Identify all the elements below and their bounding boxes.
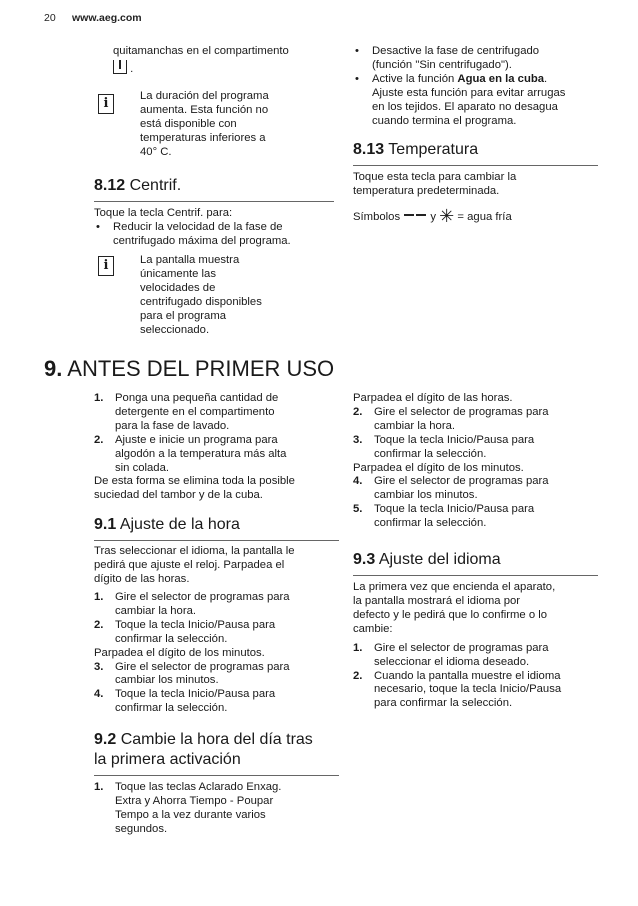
right-top-column: • Desactive la fase de centrifugado (función "Sin centrifugado"). • Active la función Agua en la cuba. Ajuste esta función para evitar arrugas en los tejidos. El aparato no desagua cuando termina el programa. 8.13 Temperatura Toque esta tecla para cambiar la temperatura predeterminada. Símbolos y ✳ = agua fría bbox=[353, 45, 598, 225]
section-rule bbox=[94, 201, 334, 202]
list-item: 2. Cuando la pantalla muestre el idioma necesario, toque la tecla Inicio/Pausa para confirmar la selección. bbox=[353, 669, 562, 710]
snowflake-icon: ✳ bbox=[439, 206, 455, 227]
chapter-heading: 9. ANTES DEL PRIMER USO bbox=[44, 356, 335, 381]
list-item: 1. Ponga una pequeña cantidad de detergente en el compartimento para la fase de lavado. bbox=[94, 392, 279, 432]
section-title-9-2: 9.2 Cambie la hora del día tras la primera activación bbox=[94, 731, 313, 769]
website-url: www.aeg.com bbox=[72, 12, 142, 24]
list-item: 5. Toque la tecla Inicio/Pausa para confirmar la selección. bbox=[353, 503, 535, 530]
list-item: 1. Gire el selector de programas para cambiar la hora. bbox=[94, 590, 290, 617]
section-title-9-1: 9.1 Ajuste de la hora bbox=[94, 516, 240, 534]
list-item: 4. Toque la tecla Inicio/Pausa para confirmar la selección. bbox=[94, 688, 276, 715]
dash-symbol-icon bbox=[416, 214, 426, 216]
note-duration: La duración del programa aumenta. Esta función no está disponible con temperaturas inferiores a 40° C. bbox=[140, 90, 269, 158]
list-item: 2. Gire el selector de programas para cambiar la hora. bbox=[353, 405, 549, 432]
note-spin-speeds: La pantalla muestra únicamente las velocidades de centrifugado disponibles para el programa seleccionado. bbox=[140, 254, 262, 336]
section-title-8-13: 8.13 Temperatura bbox=[353, 141, 479, 159]
section-title-9-3: 9.3 Ajuste del idioma bbox=[353, 551, 501, 569]
list-item: 2. Toque la tecla Inicio/Pausa para confirmar la selección. bbox=[94, 618, 276, 645]
dash-symbol-icon bbox=[404, 214, 414, 216]
list-item: 4. Gire el selector de programas para cambiar los minutos. bbox=[353, 475, 549, 502]
section-8-12: 8.12 Centrif. Toque la tecla Centrif. para: • Reducir la velocidad de la fase de centrifugado máxima del programa. bbox=[94, 176, 334, 249]
section-rule bbox=[353, 165, 598, 166]
section-rule bbox=[94, 540, 339, 541]
continued-text: quitamanchas en el compartimento . bbox=[113, 45, 289, 75]
list-item: 3. Toque la tecla Inicio/Pausa para confirmar la selección. bbox=[353, 433, 535, 460]
list-item: 3. Gire el selector de programas para cambiar los minutos. bbox=[94, 660, 290, 687]
list-item: • Active la función Agua en la cuba. Ajuste esta función para evitar arrugas en los tejidos. El aparato no desagua cuando termina el programa. bbox=[353, 73, 598, 129]
list-item: • Desactive la fase de centrifugado (función "Sin centrifugado"). bbox=[353, 45, 598, 73]
list-item: • Reducir la velocidad de la fase de centrifugado máxima del programa. bbox=[94, 221, 334, 249]
list-item: 1. Toque las teclas Aclarado Enxag. Extra y Ahorra Tiempo - Poupar Tempo a la vez durante varios segundos. bbox=[94, 781, 282, 835]
section-rule bbox=[353, 575, 598, 576]
temperature-symbols: Símbolos y ✳ = agua fría bbox=[353, 206, 512, 227]
section-title-8-12: 8.12 Centrif. bbox=[94, 177, 182, 194]
left-bottom-column: 1. Ponga una pequeña cantidad de detergente en el compartimento para la fase de lavado. 2. Ajuste e inicie un programa para algodón a la temperatura más alta sin colada. De esta forma se elimina toda la posible suciedad del tambor y de la cuba. 9.1 Ajuste de la hora Tras seleccionar el idioma, la pantalla le pedirá que ajuste el reloj. Parpadea el dígito de las horas. 1. Gire el selector de programas para cambiar la hora. 2. Toque la tecla Inicio/Pausa para confirmar la selección. Parpadea el dígito de los minutos. 3. Gire el selector de programas para cambiar los minutos. 4. Toque la tecla Inicio/Pausa para confirmar la selección. 9.2 Cambie la hora del día tras la primera activación 1. Toque las teclas Aclarado Enxag. Extra y Ahorra Tiempo - Poupar Tempo a la vez durante varios segundos. bbox=[94, 392, 339, 837]
right-bottom-column: Parpadea el dígito de las horas. 2. Gire el selector de programas para cambiar la hora. 3. Toque la tecla Inicio/Pausa para confirmar la selección. Parpadea el dígito de los minutos. 4. Gire el selector de programas para cambiar los minutos. 5. Toque la tecla Inicio/Pausa para confirmar la selección. 9.3 Ajuste del idioma La primera vez que encienda el aparato, la pantalla mostrará el idioma por defecto y le pedirá que lo confirme o lo cambie: 1. Gire el selector de programas para seleccionar el idioma deseado. 2. Cuando la pantalla muestre el idioma necesario, toque la tecla Inicio/Pausa para confirmar la selección. bbox=[353, 392, 598, 711]
section-rule bbox=[94, 775, 339, 776]
list-item: 2. Ajuste e inicie un programa para algodón a la temperatura más alta sin colada. bbox=[94, 433, 287, 474]
info-icon: i bbox=[98, 256, 114, 276]
list-item: 1. Gire el selector de programas para seleccionar el idioma deseado. bbox=[353, 641, 549, 668]
page-number: 20 bbox=[44, 12, 56, 24]
info-icon: i bbox=[98, 94, 114, 114]
detergent-compartment-icon bbox=[113, 60, 127, 74]
